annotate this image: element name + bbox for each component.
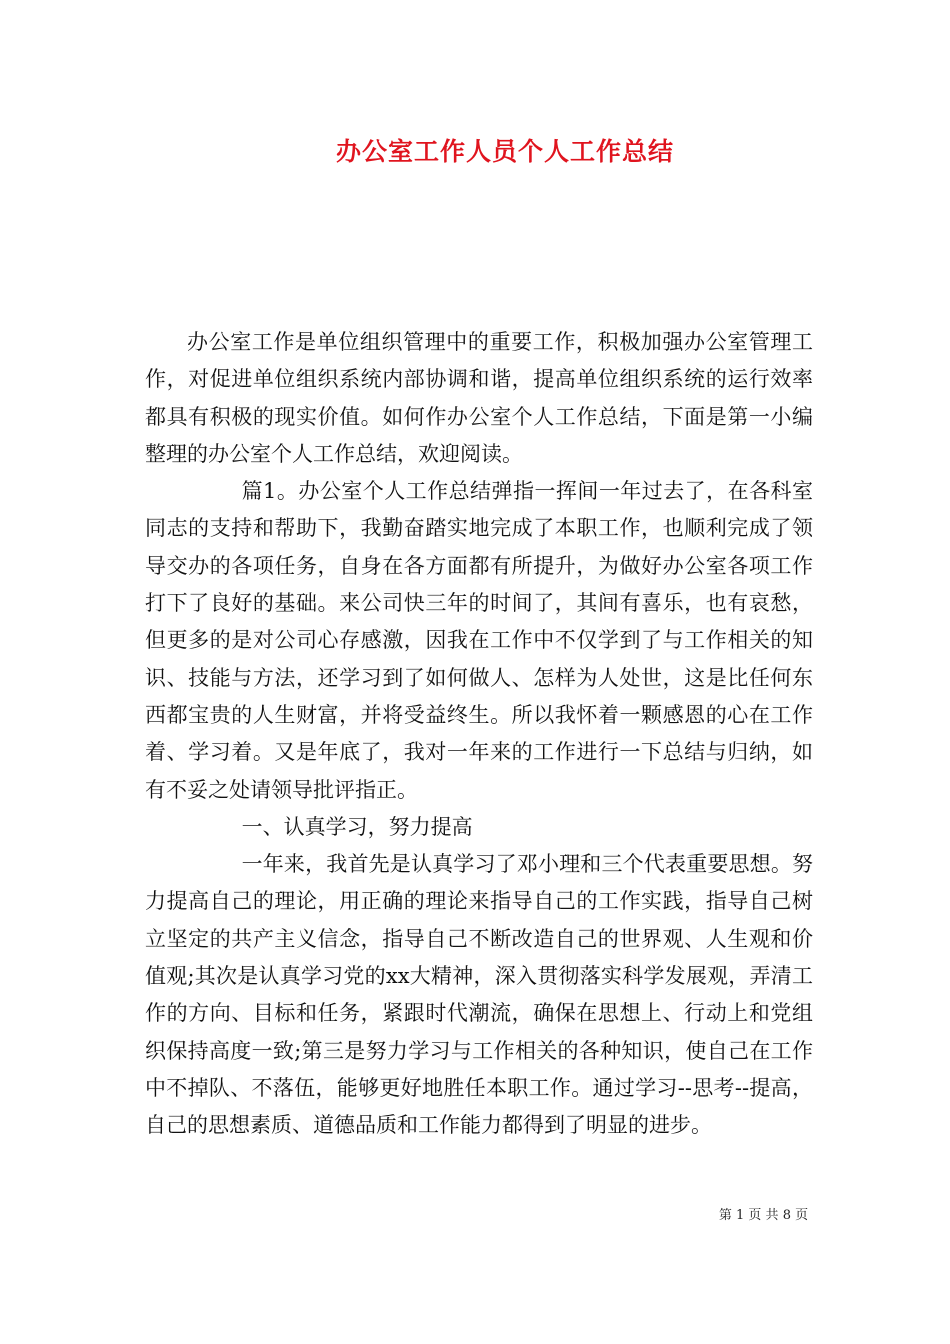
section-heading-1: 一、认真学习，努力提高	[241, 814, 473, 839]
page-number: 第 1 页 共 8 页	[718, 1208, 809, 1223]
document-title: 办公室工作人员个人工作总结	[335, 137, 674, 166]
section-paragraph-1: 篇1。办公室个人工作总结弹指一挥间一年过去了，在各科室同志的支持和帮助下，我勤奋踏实地完成了本职工作，也顺利完成了领导交办的各项任务，自身在各方面都有所提升，为做好办公室各项工作打下了良好的基础。来公司快三年的时间了，其间有喜乐，也有哀愁，但更多的是对公司心存感激，因我在工作中不仅学到了与工作相关的知识、技能与方法，还学习到了如何做人、怎样为人处世，这是比任何东西都宝贵的人生财富，并将受益终生。所以我怀着一颗感恩的心在工作着、学习着。又是年底了，我对一年来的工作进行一下总结与归纳，如有不妥之处请领导批评指正。	[145, 479, 813, 802]
page-footer	[0, 1204, 950, 1223]
document-body	[145, 324, 813, 1145]
intro-paragraph: 办公室工作是单位组织管理中的重要工作，积极加强办公室管理工作，对促进单位组织系统内部协调和谐，提高单位组织系统的运行效率都具有积极的现实价值。如何作办公室个人工作总结，下面是第一小编整理的办公室个人工作总结，欢迎阅读。	[145, 330, 813, 466]
study-paragraph: 一年来，我首先是认真学习了邓小理和三个代表重要思想。努力提高自己的理论，用正确的理论来指导自己的工作实践，指导自己树立坚定的共产主义信念，指导自己不断改造自己的世界观、人生观和价值观;其次是认真学习党的xx大精神，深入贯彻落实科学发展观，弄清工作的方向、目标和任务，紧跟时代潮流，确保在思想上、行动上和党组织保持高度一致;第三是努力学习与工作相关的各种知识，使自己在工作中不掉队、不落伍，能够更好地胜任本职工作。通过学习--思考--提高，自己的思想素质、道德品质和工作能力都得到了明显的进步。	[145, 852, 813, 1138]
